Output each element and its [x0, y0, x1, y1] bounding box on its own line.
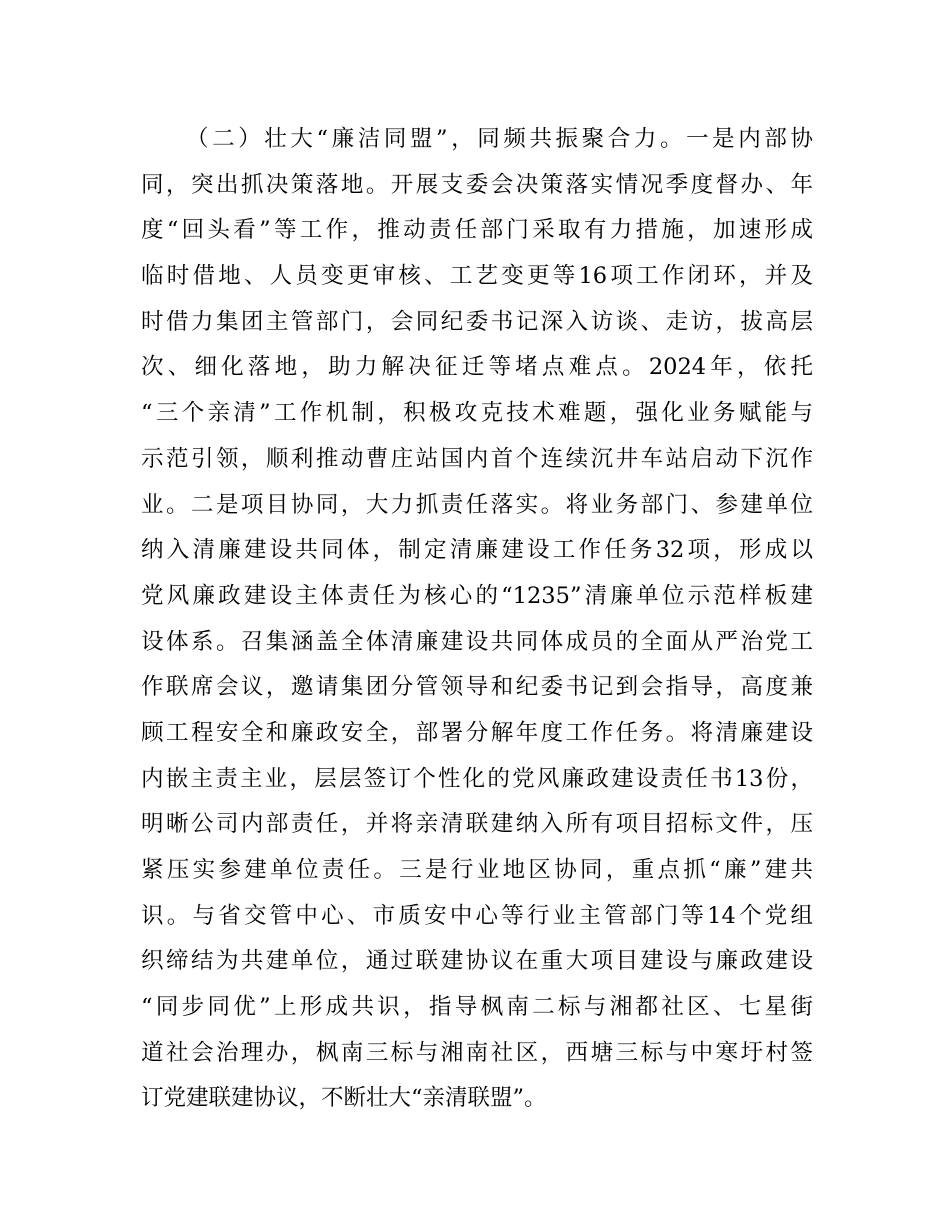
paragraph-line: 业。二是项目协同，大力抓责任落实。将业务部门、参建单位 — [141, 491, 813, 518]
paragraph-line: 纳入清廉建设共同体，制定清廉建设工作任务32项，形成以 — [141, 537, 813, 564]
paragraph-line: 同，突出抓决策落地。开展支委会决策落实情况季度督办、年 — [141, 171, 813, 198]
paragraph-line: 明晰公司内部责任，并将亲清联建纳入所有项目招标文件，压 — [141, 811, 813, 838]
paragraph-line: 订党建联建协议，不断壮大“亲清联盟”。 — [141, 1085, 547, 1112]
paragraph-line: 内嵌主责主业，层层签订个性化的党风廉政建设责任书13份， — [141, 765, 813, 792]
paragraph-line: 顾工程安全和廉政安全，部署分解年度工作任务。将清廉建设 — [141, 719, 813, 746]
paragraph-line: 度“回头看”等工作，推动责任部门采取有力措施，加速形成 — [141, 217, 813, 244]
paragraph-line: 时借力集团主管部门，会同纪委书记深入访谈、走访，拔高层 — [141, 308, 813, 335]
paragraph-line: 紧压实参建单位责任。三是行业地区协同，重点抓“廉”建共 — [141, 857, 813, 883]
paragraph-line: 织缔结为共建单位，通过联建协议在重大项目建设与廉政建设 — [141, 948, 813, 975]
paragraph-line: 示范引领，顺利推动曹庄站国内首个连续沉井车站启动下沉作 — [141, 445, 813, 472]
paragraph-line: （二）壮大“廉洁同盟”，同频共振聚合力。一是内部协 — [186, 126, 813, 152]
paragraph-line: 作联席会议，邀请集团分管领导和纪委书记到会指导，高度兼 — [141, 674, 813, 701]
paragraph-line: 道社会治理办，枫南三标与湘南社区，西塘三标与中寒圩村签 — [141, 1039, 813, 1066]
paragraph-line: 次、细化落地，助力解决征迁等堵点难点。2024年，依托 — [141, 354, 813, 381]
paragraph-line: 临时借地、人员变更审核、工艺变更等16项工作闭环，并及 — [141, 263, 813, 290]
paragraph-line: “三个亲清”工作机制，积极攻克技术难题，强化业务赋能与 — [141, 400, 813, 427]
paragraph-line: 党风廉政建设主体责任为核心的“1235”清廉单位示范样板建 — [141, 582, 813, 609]
paragraph-line: 识。与省交管中心、市质安中心等行业主管部门等14个党组 — [141, 902, 813, 929]
paragraph-line: 设体系。召集涵盖全体清廉建设共同体成员的全面从严治党工 — [141, 628, 813, 655]
paragraph-line: “同步同优”上形成共识，指导枫南二标与湘都社区、七星街 — [141, 994, 813, 1021]
body-paragraph — [141, 117, 813, 1122]
